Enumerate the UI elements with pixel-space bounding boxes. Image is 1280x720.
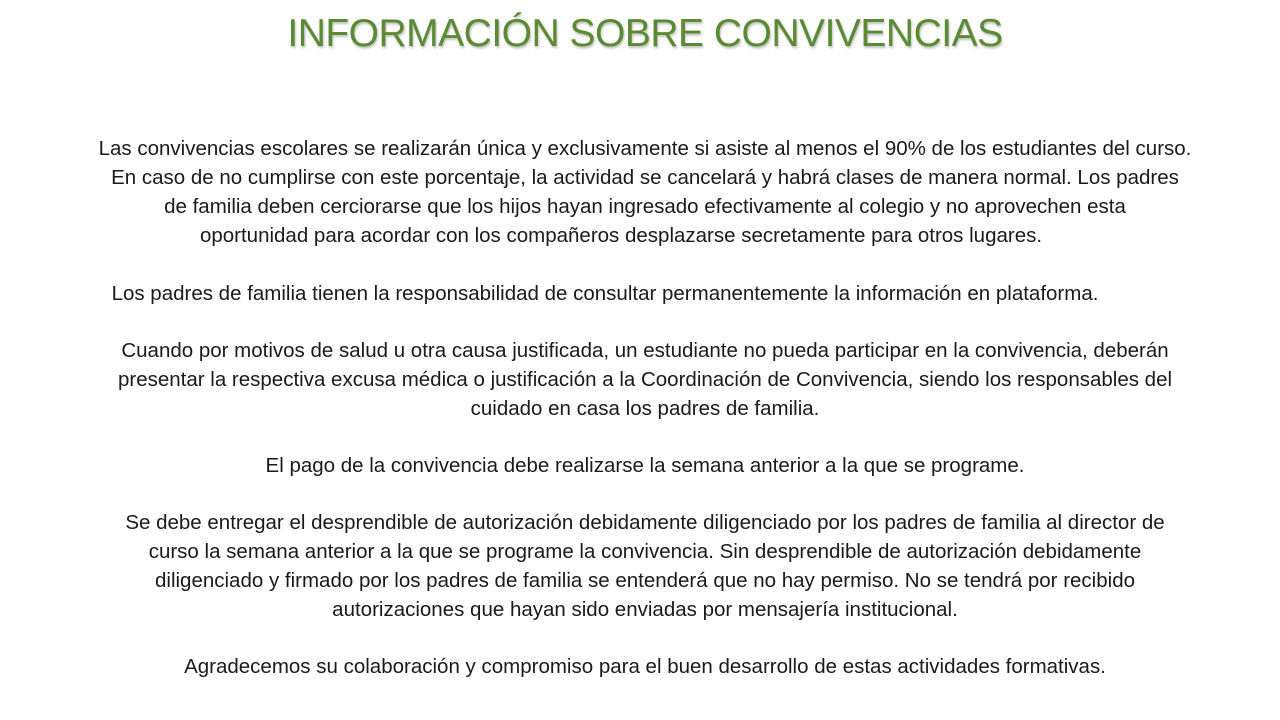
text-line: oportunidad para acordar con los compañeros desplazarse secretamente para otros lugares.	[199, 224, 1043, 247]
paragraph-authorization	[10, 508, 1280, 624]
text-line: diligenciado y firmado por los padres de familia se entenderá que no hay permiso. No se tendrá por recibido	[154, 569, 1135, 592]
text-line: presentar la respectiva excusa médica o justificación a la Coordinación de Convivencia, siendo los responsables del	[117, 368, 1173, 391]
paragraph-health-excuse	[10, 336, 1280, 423]
paragraph-attendance	[10, 134, 1280, 250]
page-title: INFORMACIÓN SOBRE CONVIVENCIAS	[287, 12, 1003, 55]
text-line: cuidado en casa los padres de familia.	[470, 397, 820, 420]
text-line: Agradecemos su colaboración y compromiso para el buen desarrollo de estas actividades formativas.	[184, 655, 1106, 678]
text-line: Los padres de familia tienen la responsabilidad de consultar permanentemente la información en plataforma.	[111, 282, 1099, 305]
text-line: Las convivencias escolares se realizarán única y exclusivamente si asiste al menos el 90% de los estudiantes del curso.	[98, 137, 1192, 160]
paragraph-payment	[10, 451, 1280, 480]
text-line: autorizaciones que hayan sido enviadas por mensajería institucional.	[332, 598, 958, 621]
text-line: Se debe entregar el desprendible de autorización debidamente diligenciado por los padres de familia al director de	[125, 511, 1165, 534]
paragraph-platform	[10, 279, 1200, 308]
text-line: El pago de la convivencia debe realizarse la semana anterior a la que se programe.	[265, 454, 1025, 477]
text-line: curso la semana anterior a la que se programe la convivencia. Sin desprendible de autorización debidamente	[148, 540, 1142, 563]
paragraph-thanks	[10, 652, 1280, 681]
text-line: Cuando por motivos de salud u otra causa justificada, un estudiante no pueda participar en la convivencia, deberán	[121, 339, 1169, 362]
text-line: En caso de no cumplirse con este porcentaje, la actividad se cancelará y habrá clases de manera normal. Los padres	[111, 166, 1179, 189]
text-line: de familia deben cerciorarse que los hijos hayan ingresado efectivamente al colegio y no aprovechen esta	[164, 195, 1126, 218]
